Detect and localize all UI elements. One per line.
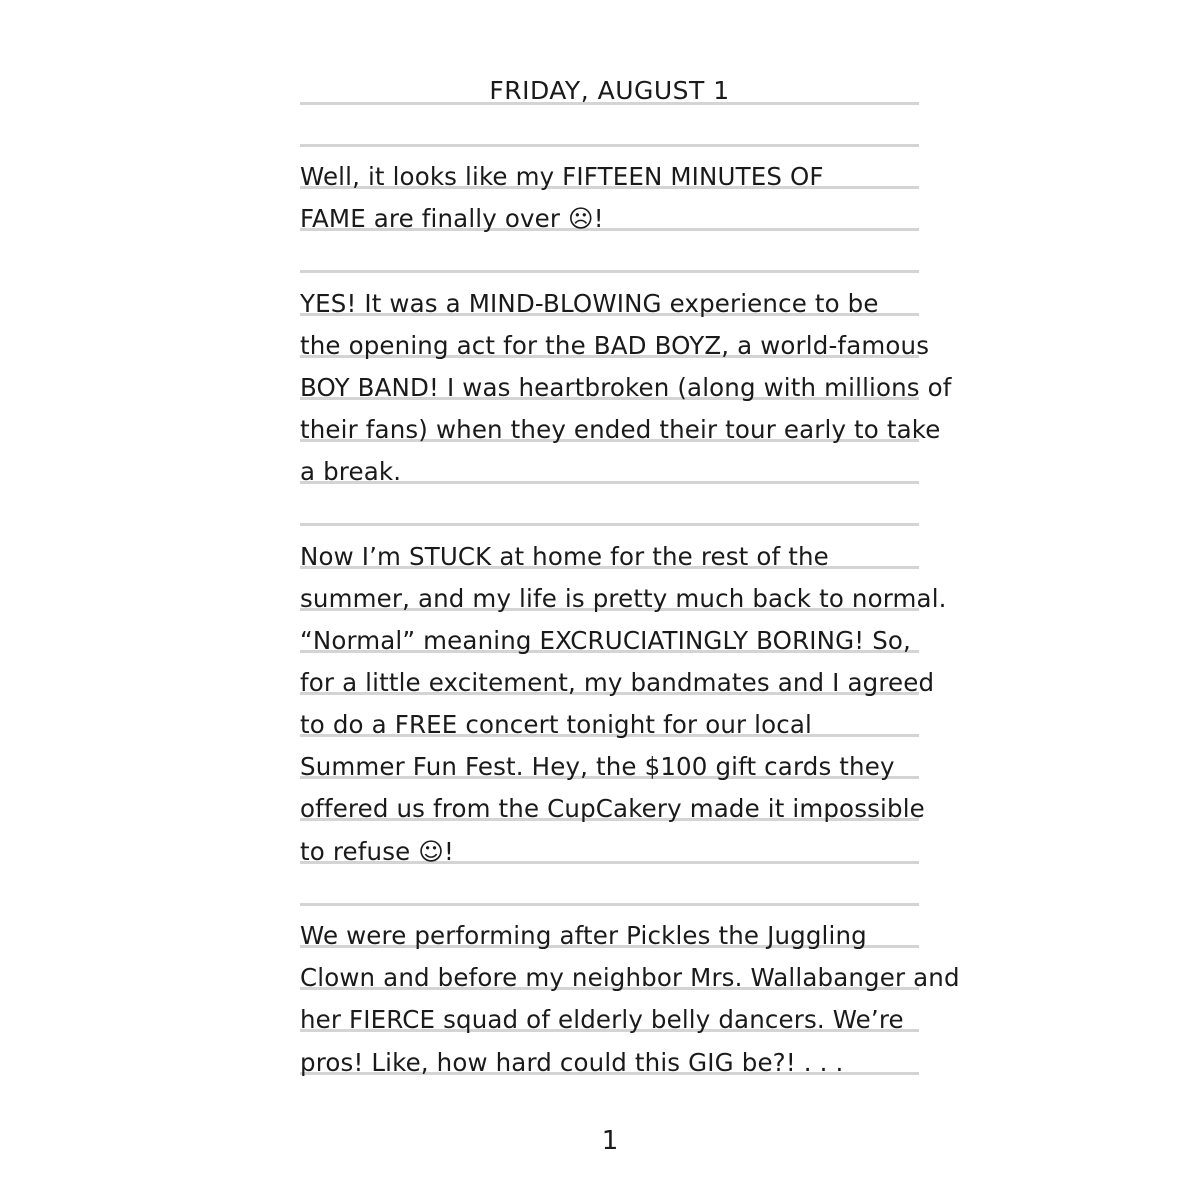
text-line: a break. xyxy=(300,457,402,486)
text-line: BOY BAND! I was heartbroken (along with millions of xyxy=(300,373,952,402)
text-line: to do a FREE concert tonight for our local xyxy=(300,710,813,739)
page-number: 1 xyxy=(601,1126,619,1156)
text-line: pros! Like, how hard could this GIG be?! . . . xyxy=(300,1048,844,1077)
text-line: their fans) when they ended their tour early to take xyxy=(300,415,941,444)
text-line: “Normal” meaning EXCRUCIATINGLY BORING! So, xyxy=(300,626,911,655)
text-line: for a little excitement, my bandmates and I agreed xyxy=(300,668,935,697)
text-line: FAME are finally over ☹! xyxy=(300,204,604,233)
text-line: offered us from the CupCakery made it impossible xyxy=(300,794,925,823)
ruled-line xyxy=(300,903,919,906)
text-line: her FIERCE squad of elderly belly dancers. We’re xyxy=(300,1005,904,1034)
ruled-line xyxy=(300,523,919,526)
text-line: YES! It was a MIND-BLOWING experience to be xyxy=(300,289,879,318)
text-line: Well, it looks like my FIFTEEN MINUTES OF xyxy=(300,162,824,191)
text-line: summer, and my life is pretty much back to normal. xyxy=(300,584,947,613)
entry-date-heading: FRIDAY, AUGUST 1 xyxy=(489,76,730,105)
text-line: to refuse ☺! xyxy=(300,837,454,866)
text-line: Clown and before my neighbor Mrs. Wallabanger and xyxy=(300,963,960,992)
text-line: Summer Fun Fest. Hey, the $100 gift cards they xyxy=(300,752,895,781)
ruled-line xyxy=(300,144,919,147)
text-line: Now I’m STUCK at home for the rest of the xyxy=(300,542,829,571)
text-line: the opening act for the BAD BOYZ, a world-famous xyxy=(300,331,930,360)
text-line: We were performing after Pickles the Juggling xyxy=(300,921,867,950)
ruled-line xyxy=(300,270,919,273)
